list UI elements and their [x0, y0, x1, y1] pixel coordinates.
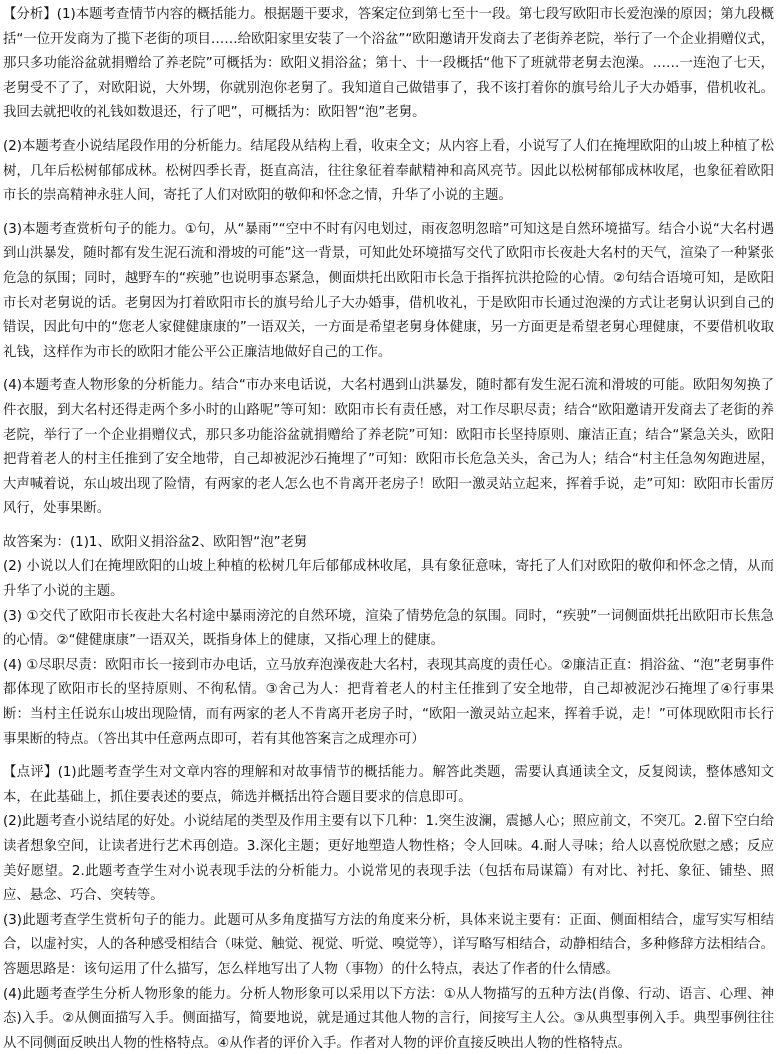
- answer-line-2: (2) 小说以人们在掩埋欧阳的山坡上种植的松树几年后郁郁成林收尾，具有象征意味，寄托了人们对欧阳的敬仰和怀念之情，从而升华了小说的主题。: [3, 559, 774, 600]
- analysis-paragraph-1: 【分析】(1)本题考查情节内容的概括能力。根据题干要求，答案定位到第七至十一段。第七段写欧阳市长爱泡澡的原因；第九段概括“一位开发商为了揽下老街的项目……给欧阳家里安装了一个浴盆”“欧阳邀请开发商去了老街养老院，举行了一个企业捐赠仪式，那只多功能浴盆就捐赠给了养老院”可概括为：欧阳义捐浴盆；第十、十一段概括“他下了班就带老舅去泡澡。……一连泡了七天，老舅受不了了，对欧阳说，大外甥，你就别泡你老舅了。我知道自己做错事了，我不该打着你的旗号给儿子大办婚事，借机收礼。我回去就把收的礼钱如数退还，行了吧”，可概括为：欧阳智“泡”老舅。: [3, 7, 774, 121]
- comment-paragraph-1: 【点评】(1)此题考查学生对文章内容的理解和对故事情节的概括能力。解答此类题，需要认真通读全文，反复阅读，整体感知文本，在此基础上，抓住要表述的要点，筛选并概括出符合题目要求的信息即可。: [3, 765, 774, 805]
- answer-line-4: (4) ①尽职尽责：欧阳市长一接到市办电话，立马放弃泡澡夜赴大名村，表现其高度的责任心。②廉洁正直：捐浴盆、“泡”老舅事件都体现了欧阳市长的坚持原则、不徇私情。③舍己为人：把背着老人的村主任推到了安全地带，自己却被泥沙石掩埋了④行事果断：当村主任说东山坡出现险情，而有两家的老人不肯离开老房子时，“欧阳一激灵站立起来，挥着手说，走！”可体现欧阳市长行事果断的特点。（答出其中任意两点即可，若有其他答案言之成理亦可）: [3, 657, 774, 747]
- analysis-paragraph-4: (4)本题考查人物形象的分析能力。结合“市办来电话说，大名村遇到山洪暴发，随时都有发生泥石流和滑坡的可能。欧阳匆匆换了件衣服，到大名村还得走两个多小时的山路呢”等可知：欧阳市长有责任感，对工作尽职尽责；结合“欧阳邀请开发商去了老街的养老院，举行了一个企业捐赠仪式，那只多功能浴盆就捐赠给了养老院”可知：欧阳市长坚持原则、廉洁正直；结合“紧急关头，欧阳把背着老人的村主任推到了安全地带，自己却被泥沙石掩埋了”可知：欧阳市长危急关头，舍己为人；结合“村主任急匆匆跑进屋，大声喊着说，东山坡出现了险情，有两家的老人怎么也不肯离开老房子！欧阳一激灵站立起来，挥着手说，走”可知：欧阳市长雷厉风行，处事果断。: [3, 378, 774, 517]
- answer-line-3: (3) ①交代了欧阳市长夜赴大名村途中暴雨滂沱的自然环境，渲染了情势危急的氛围。同时，“疾驶”一词侧面烘托出欧阳市长焦急的心情。②“健健康康”一语双关，既指身体上的健康，又指心理上的健康。: [3, 608, 774, 649]
- answer-line-1: 故答案为：(1)1、欧阳义捐浴盆2、欧阳智“泡”老舅: [3, 534, 308, 550]
- comment-paragraph-4: (4)此题考查学生分析人物形象的能力。分析人物形象可以采用以下方法：①从人物描写的五种方法(肖像、行动、语言、心理、神态)入手。②从侧面描写入手。侧面描写，简要地说，就是通过其他人物的言行，间接写主人公。③从典型事例入手。典型事例往往从不同侧面反映出人物的性格特点。④从作者的评价入手。作者对人物的评价直接反映出人物的性格特点。: [3, 986, 774, 1051]
- comment-paragraph-3: (3)此题考查学生赏析句子的能力。此题可从多角度描写方法的角度来分析，具体来说主要有：正面、侧面相结合，虚写实写相结合，以虚衬实，人的各种感受相结合（味觉、触觉、视觉、听觉、嗅觉等），详写略写相结合，动静相结合，多种修辞方法相结合。答题思路是：该句运用了什么描写，怎么样地写出了人物（事物）的什么特点，表达了作者的什么情感。: [3, 912, 774, 977]
- comment-section: [3, 761, 774, 1054]
- analysis-section: [3, 3, 774, 522]
- analysis-paragraph-2: (2)本题考查小说结尾段作用的分析能力。结尾段从结构上看，收束全文；从内容上看，小说写了人们在掩埋欧阳的山坡上种植了松树，几年后松树郁郁成林。松树四季长青，挺直高洁，往往象征着奉献精神和高风亮节。因此以松树郁郁成林收尾，也象征着欧阳市长的崇高精神永驻人间，寄托了人们对欧阳的敬仰和怀念之情，升华了小说的主题。: [3, 138, 774, 204]
- comment-paragraph-2: (2)此题考查小说结尾的好处。小说结尾的类型及作用主要有以下几种：1.突生波澜，震撼人心；照应前文，不突兀。2.留下空白给读者想象空间，让读者进行艺术再创造。3.深化主题；更好地塑造人物性格；令人回味。4.耐人寻味；给人以喜悦欣慰之感；反应美好愿望。2.此题考查学生对小说表现手法的分析能力。小说常见的表现手法（包括布局谋篇）有对比、衬托、象征、铺垫、照应、悬念、巧合、突转等。: [3, 814, 774, 904]
- answer-section: [3, 531, 774, 752]
- analysis-paragraph-3: (3)本题考查赏析句子的能力。①句，从“暴雨”“空中不时有闪电划过，雨夜忽明忽暗”可知这是自然环境描写。结合小说“大名村遇到山洪暴发，随时都有发生泥石流和滑坡的可能”这一背景，可知此处环境描写交代了欧阳市长夜赴大名村的天气，渲染了一种紧张危急的氛围；同时，越野车的“疾驰”也说明事态紧急，侧面烘托出欧阳市长急于指挥抗洪抢险的心情。②句结合语境可知，是欧阳市长对老舅说的话。老舅因为打着欧阳市长的旗号给儿子大办婚事，借机收礼，于是欧阳市长通过泡澡的方式让老舅认识到自己的错误，因此句中的“您老人家健健康康的”一语双关，一方面是希望老舅身体健康，另一方面更是希望老舅心理健康，不要借机收取礼钱，这样作为市长的欧阳才能公平公正廉洁地做好自己的工作。: [3, 221, 774, 360]
